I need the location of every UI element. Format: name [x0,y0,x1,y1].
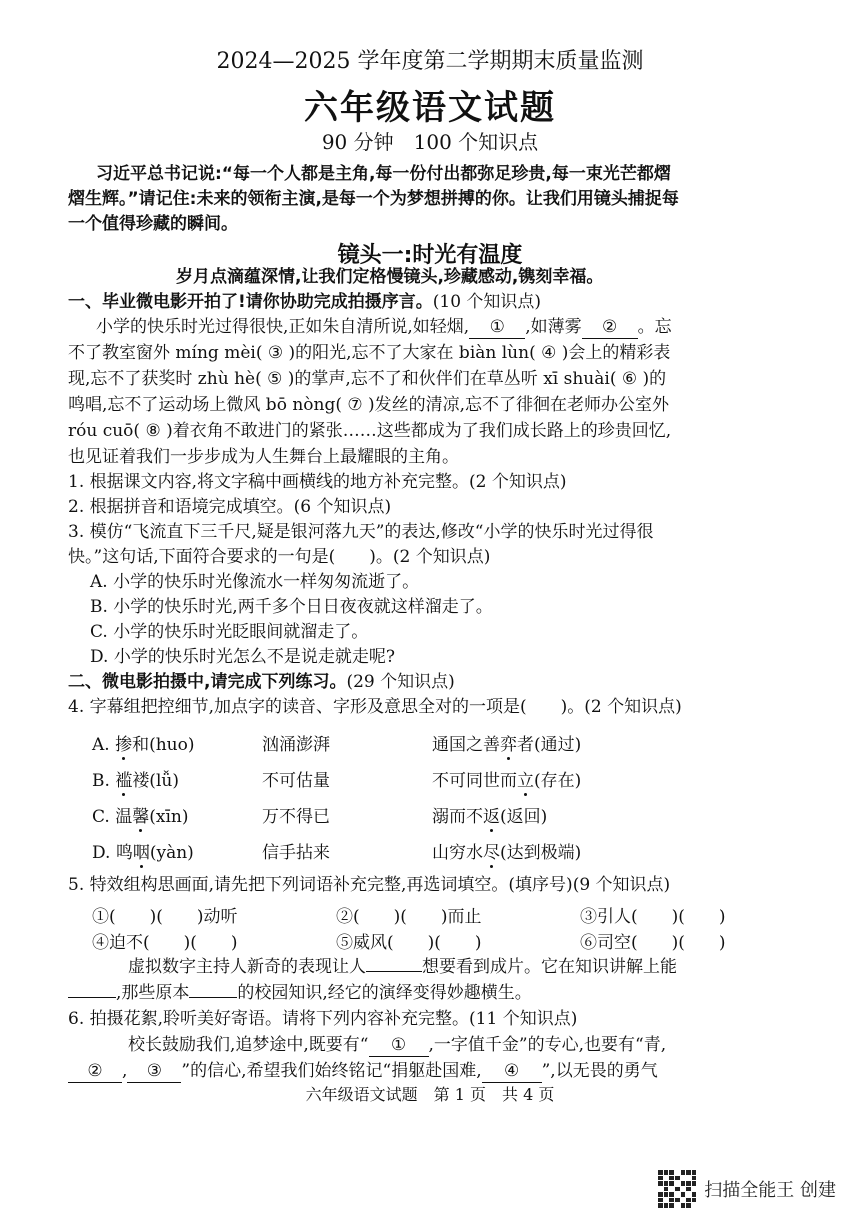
page-footer: 六年级语文试题 第 1 页 共 4 页 [305,1085,555,1104]
passage-line-2: 不了教室窗外 míng mèi( ③ )的阳光,忘不了大家在 biàn lùn( ④ )会上的精彩表 [68,343,671,363]
section-subtitle: 岁月点滴蕴深情,让我们定格慢镜头,珍藏感动,镌刻幸福。 [176,267,604,287]
question-1: 1. 根据课文内容,将文字稿中画横线的地方补充完整。(2 个知识点) [68,472,567,492]
q3-option-d: D. 小学的快乐时光怎么不是说走就走呢? [90,647,395,667]
scanner-watermark [658,1170,836,1208]
passage-line-3: 现,忘不了获奖时 zhù hè( ⑤ )的掌声,忘不了和伙伴们在草丛听 xī shuài( ⑥ )的 [68,369,667,389]
intro-line-3: 一个值得珍藏的瞬间。 [68,214,238,234]
q4-option-a-col3: 通国之善弈者(通过) [432,735,582,755]
question-2: 2. 根据拼音和语境完成填空。(6 个知识点) [68,497,392,517]
exam-duration: 90 分钟 100 个知识点 [321,130,539,154]
exam-header: 2024—2025 学年度第二学期期末质量监测 [216,49,644,74]
intro-line-1: 习近平总书记说:“每一个人都是主角,每一份付出都弥足珍贵,每一束光芒都熠 [96,164,671,184]
q5-word-3: ③引人( )( ) [580,907,726,927]
watermark-text: 扫描全能王 创建 [704,1180,836,1201]
q5-word-1: ①( )( )动听 [92,907,238,927]
qr-code-icon [658,1170,696,1208]
question-3-line-1: 3. 模仿“飞流直下三千尺,疑是银河落九天”的表达,修改“小学的快乐时光过得很 [68,522,654,542]
q4-option-d-col2: 信手拈来 [262,843,330,863]
q4-option-b-col3: 不可同世而立(存在) [432,771,582,791]
q5-passage-line-2: ,那些原本 的校园知识,经它的演绎变得妙趣横生。 [68,982,532,1004]
q4-option-b-col1: B. 褴褛(lǚ) [92,771,179,791]
question-6: 6. 拍摄花絮,聆听美好寄语。请将下列内容补充完整。(11 个知识点) [68,1009,578,1029]
q5-word-2: ②( )( )而止 [336,907,482,927]
part1-heading: 一、毕业微电影开拍了!请你协助完成拍摄序言。(10 个知识点) [68,292,542,312]
passage-line-1: 小学的快乐时光过得很快,正如朱自清所说,如轻烟, ① ,如薄雾 ② 。忘 [96,317,672,337]
q6-passage-line-1: 校长鼓励我们,追梦途中,既要有“ ① ,一字值千金”的专心,也要有“青, [128,1035,667,1055]
q5-word-6: ⑥司空( )( ) [580,933,726,953]
part2-heading: 二、微电影拍摄中,请完成下列练习。(29 个知识点) [68,672,455,692]
q6-passage-line-2: ② , ③ ”的信心,希望我们始终铭记“捐躯赴国难, ④ ”,以无畏的勇气 [68,1060,658,1083]
q4-option-c-col1: C. 温馨(xīn) [92,807,189,827]
q4-option-a-col1: A. 掺和(huo) [92,735,195,755]
q4-option-c-col2: 万不得已 [262,807,330,827]
passage-line-4: 鸣唱,忘不了运动场上微风 bō nòng( ⑦ )发丝的清凉,忘不了徘徊在老师办公室外 [68,395,670,415]
q5-word-5: ⑤威风( )( ) [336,933,482,953]
intro-line-2: 熠生辉。”请记住:未来的领衔主演,是每一个为梦想拼搏的你。让我们用镜头捕捉每 [68,189,679,209]
q4-option-a-col2: 汹涌澎湃 [262,735,330,755]
q3-option-b: B. 小学的快乐时光,两千多个日日夜夜就这样溜走了。 [90,597,493,617]
q4-option-b-col2: 不可估量 [262,771,330,791]
q4-option-c-col3: 溺而不返(返回) [432,807,548,827]
q5-passage-line-1: 虚拟数字主持人新奇的表现让人 想要看到成片。它在知识讲解上能 [128,957,677,977]
question-5: 5. 特效组构思画面,请先把下列词语补充完整,再选词填空。(填序号)(9 个知识点) [68,875,671,895]
question-3-line-2: 快。”这句话,下面符合要求的一句是( )。(2 个知识点) [68,547,491,567]
passage-line-6: 也见证着我们一步步成为人生舞台上最耀眼的主角。 [68,447,459,467]
passage-line-5: róu cuō( ⑧ )着衣角不敢进门的紧张……这些都成为了我们成长路上的珍贵回忆, [68,421,672,441]
q3-option-a: A. 小学的快乐时光像流水一样匆匆流逝了。 [90,572,420,592]
q5-word-4: ④迫不( )( ) [92,933,238,953]
question-4: 4. 字幕组把控细节,加点字的读音、字形及意思全对的一项是( )。(2 个知识点) [68,697,682,717]
page-title: 六年级语文试题 [304,88,556,128]
q4-option-d-col1: D. 鸣咽(yàn) [92,843,194,863]
section-title: 镜头一:时光有温度 [337,243,523,268]
q4-option-d-col3: 山穷水尽(达到极端) [432,843,582,863]
q3-option-c: C. 小学的快乐时光眨眼间就溜走了。 [90,622,369,642]
